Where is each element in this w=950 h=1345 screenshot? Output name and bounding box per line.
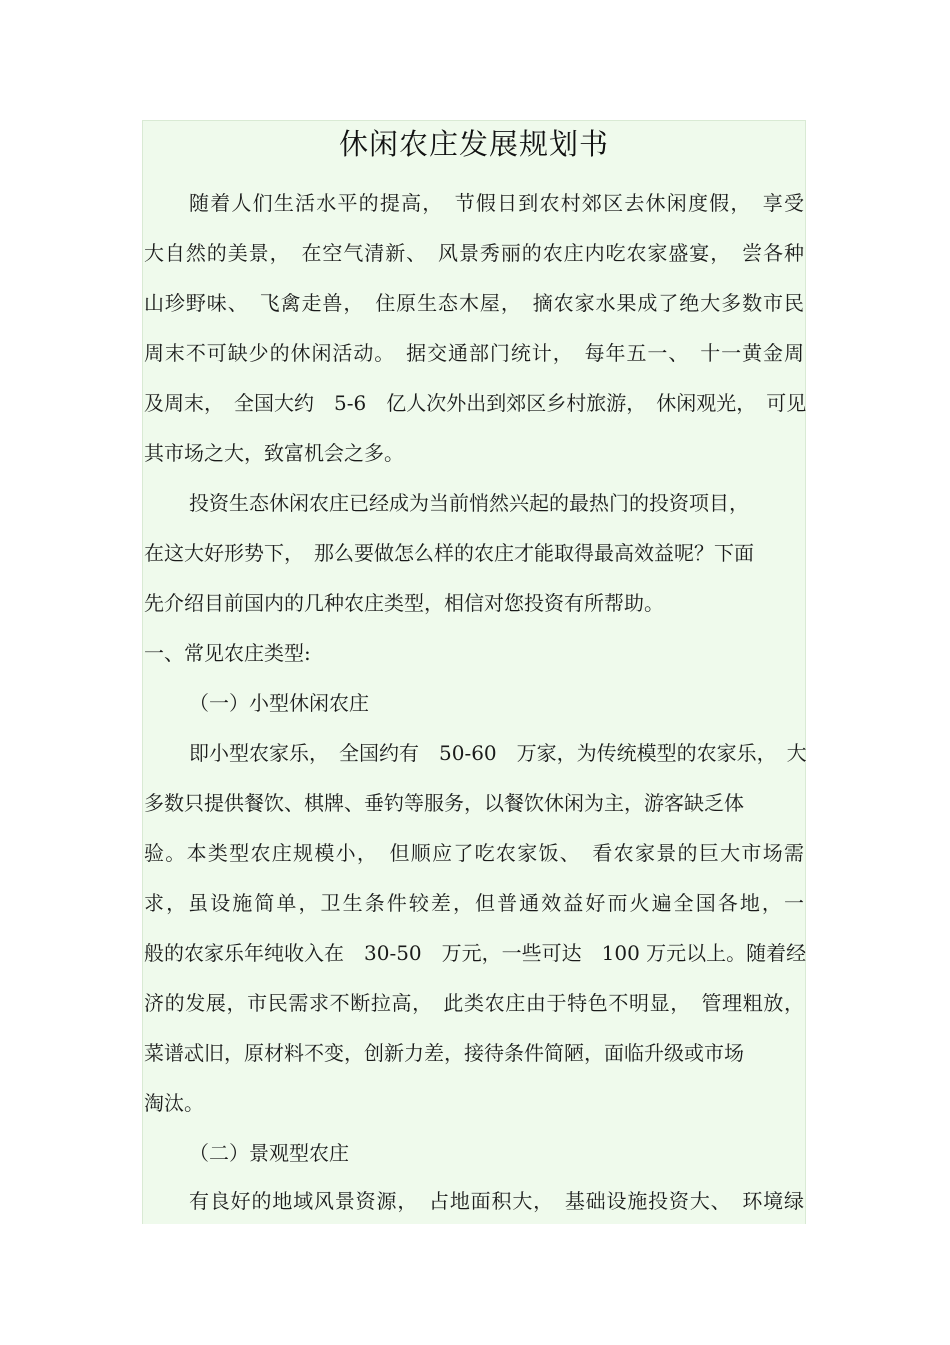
text-line: 及周末， 全国大约 5-6 亿人次外出到郊区乡村旅游， 休闲观光， 可见 [144,391,807,415]
text-line: 先介绍目前国内的几种农庄类型，相信对您投资有所帮助。 [144,591,664,615]
text-line: 周末不可缺少的休闲活动。 据交通部门统计， 每年五一、 十一黄金周 [144,341,804,365]
section-heading: 一、常见农庄类型: [144,641,311,665]
text-line: 在这大好形势下， 那么要做怎么样的农庄才能取得最高效益呢？下面 [144,541,754,565]
text-line: 山珍野味、 飞禽走兽， 住原生态木屋， 摘农家水果成了绝大多数市民 [144,291,804,315]
text-line: 投资生态休闲农庄已经成为当前悄然兴起的最热门的投资项目， [189,491,749,515]
text-line: 淘汰。 [144,1091,204,1115]
text-line: 济的发展，市民需求不断拉高， 此类农庄由于特色不明显， 管理粗放， [144,991,804,1015]
document-title: 休闲农庄发展规划书 [338,127,609,161]
text-line: 大自然的美景， 在空气清新、 风景秀丽的农庄内吃农家盛宴， 尝各种 [144,241,804,265]
subsection-heading: （二）景观型农庄 [189,1141,349,1165]
text-line: 即小型农家乐， 全国约有 50-60 万家，为传统模型的农家乐， 大 [189,741,807,765]
text-line: 有良好的地域风景资源， 占地面积大， 基础设施投资大、 环境绿 [189,1189,804,1213]
text-line: 验。本类型农庄规模小， 但顺应了吃农家饭、 看农家景的巨大市场需 [144,841,804,865]
text-line: 多数只提供餐饮、棋牌、垂钓等服务，以餐饮休闲为主，游客缺乏体 [144,791,744,815]
text-line: 菜谱忒旧，原材料不变，创新力差，接待条件简陋，面临升级或市场 [144,1041,744,1065]
text-line: 求，虽设施简单，卫生条件较差，但普通效益好而火遍全国各地，一 [144,891,804,915]
text-line: 般的农家乐年纯收入在 30-50 万元，一些可达 100 万元以上。随着经 [144,941,807,965]
text-line: 随着人们生活水平的提高， 节假日到农村郊区去休闲度假， 享受 [189,191,804,215]
subsection-heading: （一）小型休闲农庄 [189,691,369,715]
text-line: 其市场之大，致富机会之多。 [144,441,404,465]
